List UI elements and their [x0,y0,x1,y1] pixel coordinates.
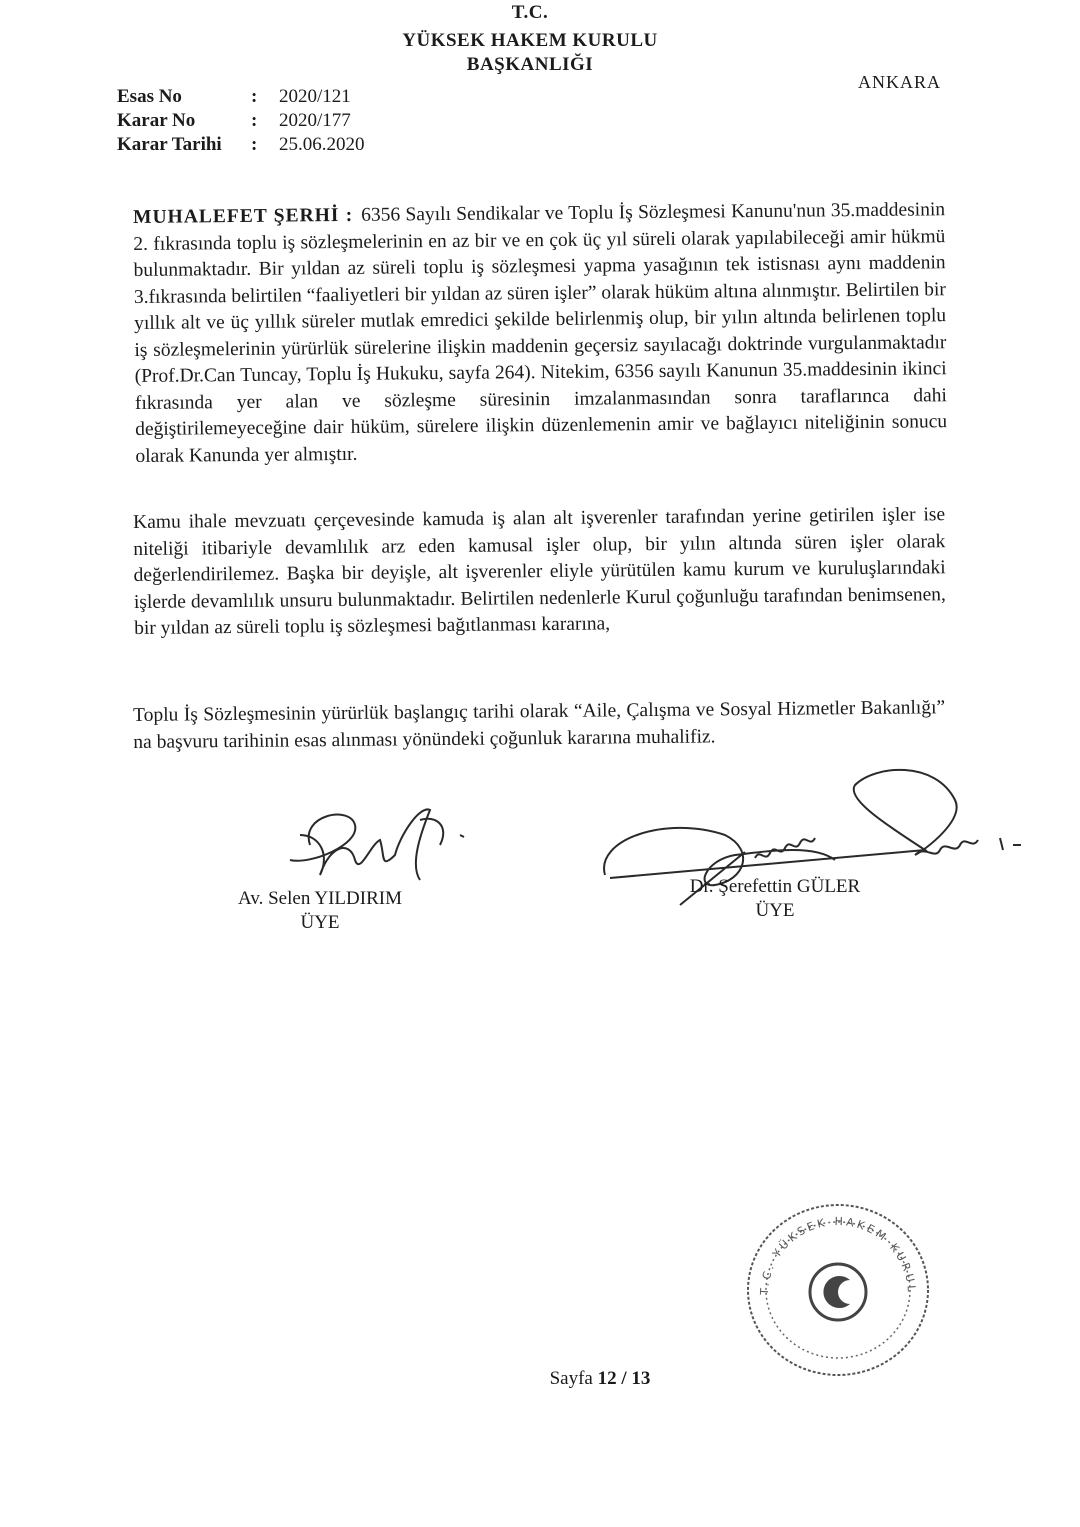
page-sep: / [621,1368,627,1389]
header-tc: T.C. [511,2,549,23]
header-city: ANKARA [858,72,942,92]
meta-value: 2020/121 [279,86,351,107]
meta-value: 2020/177 [279,110,351,131]
paragraph-text: Kamu ihale mevzuatı çerçevesinde kamuda iş alan alt işverenler tarafından yerine getirilen işler ise niteliği itibariyle devamlılık arz eden kamusal işler olup, bir yılın altında süren işler olarak değerlendirilemez. Başka bir deyişle, alt işverenler eliyle yürütülen kamu kurum ve kuruluşlarındaki işlerde devamlılık unsuru bulunmaktadır. Belirtilen nedenlerle Kurul çoğunluğu tarafından benimsenen, bir yıldan az süreli toplu iş sözleşmesi bağıtlanması kararına, [133,504,946,639]
signature-scribble-1 [270,785,490,895]
paragraph-text: Toplu İş Sözleşmesinin yürürlük başlangıç tarihi olarak “Aile, Çalışma ve Sosyal Hizmetler Bakanlığı” na başvuru tarihinin esas alınması yönündeki çoğunluk kararına muhalifiz. [133,697,946,753]
meta-karar-tarihi [117,134,365,156]
paragraph-text: 6356 Sayılı Sendikalar ve Toplu İş Sözleşmesi Kanunu'nun 35.maddesinin 2. fıkrasında toplu iş sözleşmelerinin en az bir ve en çok üç yıl süreli olarak yapılabileceği amir hükmü bulunmaktadır. Bir yıldan az süreli toplu iş sözleşmesi yapma yasağının tek istisnası aynı maddenin 3.fıkrasında belirtilen “faaliyetleri bir yıldan az süren işler” olarak hüküm altına alınmıştır. Belirtilen bir yıllık alt ve üç yıllık süreler mutlak emredici şekilde belirlenmiş olup, bir yılın altında belirlenen toplu iş sözleşmelerinin yürürlük sürelerine ilişkin maddenin geçersiz sayılacağı doktrinde vurgulanmaktadır (Prof.Dr.Can Tuncay, Toplu İş Hukuku, sayfa 264). Nitekim, 6356 sayılı Kanunun 35.maddesinin ikinci fıkrasında yer alan ve sözleşme süresinin imzalanmasından sonra taraflarınca dahi değiştirilemeyeceğine dair hüküm, sürelere ilişkin düzenlemenin amir ve bağlayıcı niteliğinin sonucu olarak Kanunda yer almıştır. [133,199,948,467]
page-prefix: Sayfa [549,1368,593,1389]
signer-1-role: ÜYE [300,912,340,933]
dissent-heading: MUHALEFET ŞERHİ : [133,204,354,228]
signer-1-name: Av. Selen YILDIRIM [238,888,402,909]
meta-sep: : [251,134,258,155]
seal-text: T.C. YÜKSEK HAKEM KURULU [732,1190,919,1296]
official-seal-stamp [732,1190,938,1380]
meta-label: Karar Tarihi [117,134,222,155]
page-current: 12 [597,1368,617,1389]
paragraph-dissent-2 [133,502,946,642]
signer-2-role: ÜYE [755,900,795,921]
meta-label: Esas No [117,86,182,107]
meta-label: Karar No [117,110,196,131]
paragraph-dissent-1 [133,197,948,470]
meta-esas-no [117,86,351,108]
signer-2-name: Dr. Şerefettin GÜLER [689,876,861,897]
page-number [520,1368,680,1390]
meta-karar-no [117,110,351,132]
meta-sep: : [251,86,258,107]
header-presidency: BAŞKANLIĞI [466,54,594,75]
meta-value: 25.06.2020 [279,134,365,155]
header-institution: YÜKSEK HAKEM KURULU [402,30,658,51]
meta-sep: : [251,110,258,131]
paragraph-dissent-3 [133,695,945,756]
page-total: 13 [631,1368,651,1389]
svg-text:T.C. YÜKSEK HAKEM KURULU [732,1190,918,1296]
